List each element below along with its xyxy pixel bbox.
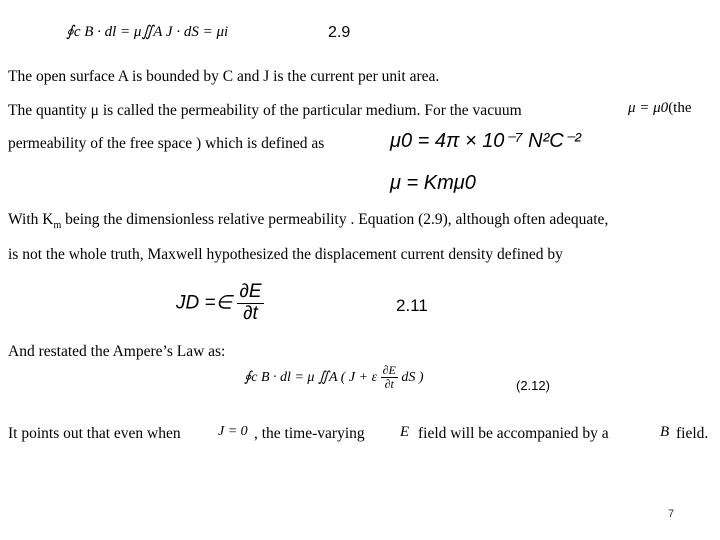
paragraph-relative-permeability: [8, 211, 608, 231]
magnetic-field-symbol: B: [660, 424, 670, 440]
equation-2-12-fraction: [381, 364, 398, 391]
paragraph-displacement: is not the whole truth, Maxwell hypothesized the displacement current density defined by: [8, 246, 563, 263]
relative-permeability-equation: [390, 172, 476, 195]
equation-2-12-rhs: dS ): [401, 369, 424, 385]
equation-2-12-lhs: ∮c B · dl = μ ∬A ( J + ε: [244, 369, 378, 385]
current-zero-equation: J = 0: [218, 424, 248, 439]
electric-field-symbol: E: [400, 424, 410, 440]
paragraph-surface: The open surface A is bounded by C and J is the current per unit area.: [8, 68, 440, 85]
equation-2-11-numerator: ∂E: [239, 281, 262, 302]
equation-2-9-formula: ∮c B · dl = μ∬A J · dS = μi: [66, 24, 229, 40]
equation-2-12: [244, 364, 424, 391]
relative-permeability-formula: μ = Kmμ0: [390, 172, 476, 194]
equation-2-11-lhs: JD =∈: [176, 292, 233, 314]
paragraph-km-subscript: m: [53, 220, 62, 232]
paragraph-permeability-text: The quantity μ is called the permeability of the particular medium. For the vacuum: [8, 102, 522, 119]
paragraph-free-space-text: permeability of the free space ) which is defined as: [8, 135, 325, 152]
paragraph-km-rest: being the dimensionless relative permeability . Equation (2.9), although often adequate,: [61, 211, 609, 228]
paragraph-time-varying-part2: , the time-varying: [254, 425, 365, 442]
paragraph-permeability-tail: (the: [668, 100, 692, 116]
equation-2-12-number: (2.12): [516, 378, 550, 393]
equation-2-12-denominator: ∂t: [384, 377, 394, 392]
mu0-definition-formula: μ0 = 4π × 10⁻⁷ N²C⁻²: [390, 130, 581, 152]
paragraph-time-varying-part4: field.: [676, 425, 709, 442]
equation-2-11-number: 2.11: [396, 296, 428, 315]
paragraph-km-prefix: With K: [8, 211, 54, 228]
equation-2-9-number: 2.9: [328, 24, 351, 41]
paragraph-permeability: [8, 102, 522, 120]
paragraph-time-varying-part3: field will be accompanied by a: [418, 425, 609, 442]
equation-2-11-fraction: [237, 282, 263, 325]
equation-2-11: [176, 282, 264, 325]
vacuum-permeability-equation: [628, 100, 692, 117]
vacuum-permeability-formula: μ = μ0: [628, 100, 669, 116]
equation-2-9: [66, 22, 228, 41]
equation-2-12-numerator: ∂E: [382, 363, 396, 377]
paragraph-free-space: [8, 135, 324, 153]
page-number: 7: [668, 508, 675, 520]
paragraph-time-varying-part1: It points out that even when: [8, 425, 181, 442]
paragraph-ampere: And restated the Ampere’s Law as:: [8, 343, 226, 360]
equation-2-11-denominator: ∂t: [243, 302, 258, 324]
mu0-definition: [390, 128, 581, 153]
